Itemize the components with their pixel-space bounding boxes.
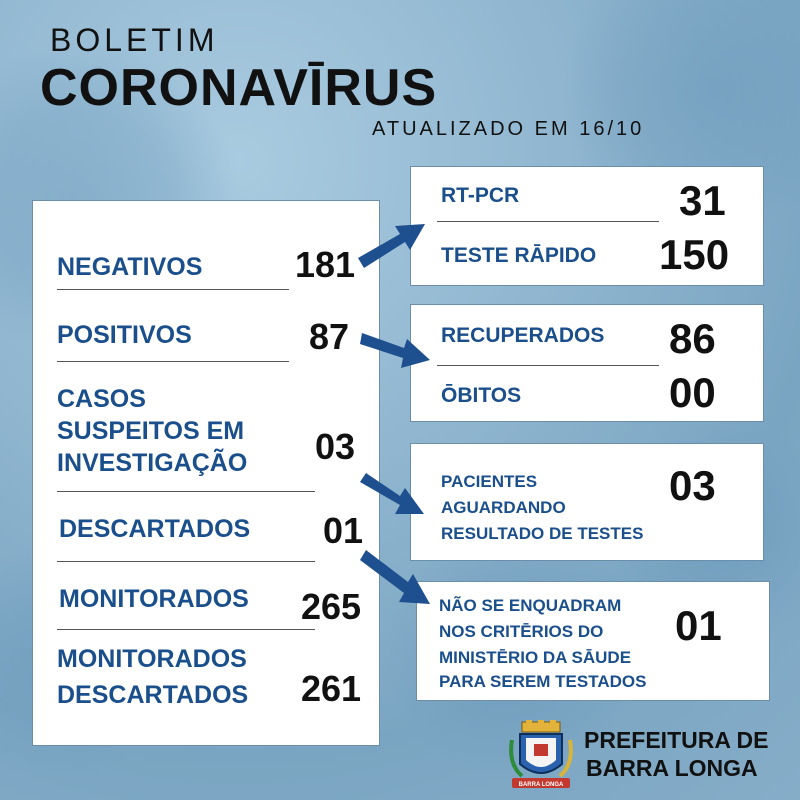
arrow-descartados bbox=[360, 550, 430, 604]
brand-line-1: PREFEITURA DE bbox=[584, 727, 769, 753]
monitorados-descartados-label-2: DESCARTADOS bbox=[57, 681, 249, 709]
rtpcr-value: 31 bbox=[679, 177, 726, 224]
suspeitos-value: 03 bbox=[315, 426, 356, 467]
obitos-label: ŌBITOS bbox=[441, 384, 522, 407]
awaiting-value: 03 bbox=[669, 462, 716, 509]
suspeitos-label-1: CASOS bbox=[57, 385, 146, 413]
negativos-label: NEGATIVOS bbox=[57, 253, 203, 281]
crest-ribbon-text: BARRA LONGA bbox=[518, 782, 564, 788]
descartados-value: 01 bbox=[323, 510, 364, 551]
monitorados-descartados-label-1: MONITORADOS bbox=[57, 645, 247, 673]
brand-line-2: BARRA LONGA bbox=[586, 755, 758, 781]
negativos-value: 181 bbox=[295, 244, 356, 285]
rtpcr-label: RT-PCR bbox=[441, 184, 520, 207]
awaiting-label-3: RESULTADO DE TESTES bbox=[441, 524, 644, 543]
positivos-label: POSITIVOS bbox=[57, 321, 192, 349]
arrow-negativos bbox=[358, 224, 425, 268]
positivos-value: 87 bbox=[309, 316, 350, 357]
awaiting-label-1: PACIENTES bbox=[441, 472, 538, 491]
arrow-suspeitos bbox=[360, 473, 424, 514]
monitorados-value: 265 bbox=[301, 586, 362, 627]
recuperados-value: 86 bbox=[669, 315, 716, 362]
not-eligible-label-2: NOS CRITĒRIOS DO bbox=[439, 622, 604, 641]
suspeitos-label-2: SUSPEITOS EM bbox=[57, 417, 245, 445]
recuperados-label: RECUPERADOS bbox=[441, 324, 605, 347]
updated-date: ATUALIZADO EM 16/10 bbox=[372, 118, 645, 140]
not-eligible-label-3: MINISTĒRIO DA SĀUDE bbox=[439, 648, 632, 667]
monitorados-descartados-value: 261 bbox=[301, 668, 362, 709]
title-coronavirus: CORONAVĪRUS bbox=[40, 59, 438, 117]
not-eligible-label-4: PARA SEREM TESTADOS bbox=[439, 672, 647, 691]
title-boletim: BOLETIM bbox=[50, 22, 219, 58]
prefeitura-brand bbox=[584, 726, 768, 782]
not-eligible-value: 01 bbox=[675, 602, 722, 649]
descartados-label: DESCARTADOS bbox=[59, 515, 251, 543]
obitos-value: 00 bbox=[669, 369, 716, 416]
monitorados-label: MONITORADOS bbox=[59, 585, 249, 613]
suspeitos-label-3: INVESTIGAÇÃO bbox=[57, 449, 248, 477]
teste-rapido-value: 150 bbox=[659, 231, 730, 278]
awaiting-label-2: AGUARDANDO bbox=[441, 498, 566, 517]
not-eligible-label-1: NÃO SE ENQUADRAM bbox=[439, 596, 622, 615]
teste-rapido-label: TESTE RĀPIDO bbox=[441, 244, 597, 267]
city-crest-icon bbox=[508, 720, 574, 794]
arrow-positivos bbox=[360, 333, 430, 368]
